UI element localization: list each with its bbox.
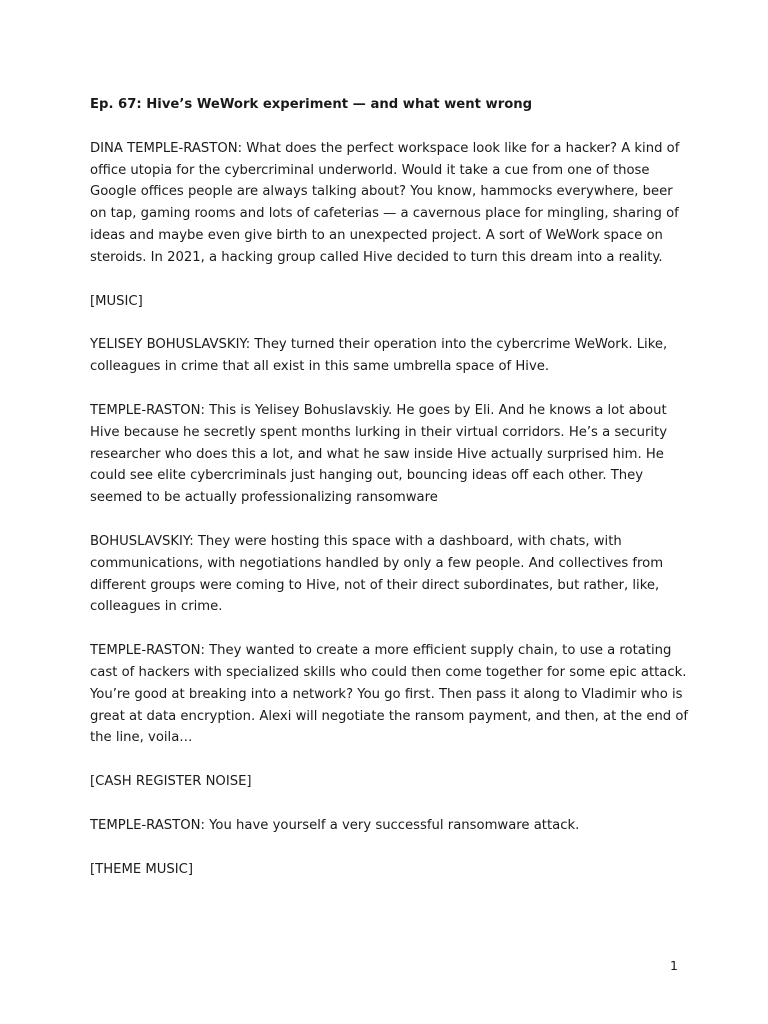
music-cue: [MUSIC] [90,293,143,309]
transcript-paragraph: TEMPLE-RASTON: They wanted to create a more efficient supply chain, to use a rotating cast of hackers with specialized skills who could then come together for some epic attack. You’re good at breaking into a network? You go first. Then pass it along to Vladimir who is great at data encryption. Alexi will negotiate the ransom payment, and then, at the end of the line, voila… [90,643,689,746]
document-page [90,94,690,903]
sound-cue: [CASH REGISTER NOISE] [90,774,252,790]
transcript-paragraph: DINA TEMPLE-RASTON: What does the perfect workspace look like for a hacker? A kind of office utopia for the cybercriminal underworld. Would it take a cue from one of those Google offices people are always talking about? You know, hammocks everywhere, beer on tap, gaming rooms and lots of cafeterias — a cavernous place for mingling, sharing of ideas and maybe even give birth to an unexpected project. A sort of WeWork space on steroids. In 2021, a hacking group called Hive decided to turn this dream into a reality. [90,140,680,265]
transcript-paragraph: YELISEY BOHUSLAVSKIY: They turned their operation into the cybercrime WeWork. Like, colleagues in crime that all exist in this same umbrella space of Hive. [90,337,668,375]
transcript-paragraph: BOHUSLAVSKIY: They were hosting this space with a dashboard, with chats, with communications, with negotiations handled by only a few people. And collectives from different groups were coming to Hive, not of their direct subordinates, but rather, like, colleagues in crime. [90,533,664,615]
page-number: 1 [670,958,678,973]
transcript-paragraph: TEMPLE-RASTON: You have yourself a very successful ransomware attack. [90,817,580,833]
theme-music-cue: [THEME MUSIC] [90,861,193,877]
episode-title: Ep. 67: Hive’s WeWork experiment — and what went wrong [90,97,533,112]
transcript-paragraph: TEMPLE-RASTON: This is Yelisey Bohuslavskiy. He goes by Eli. And he knows a lot about Hive because he secretly spent months lurking in their virtual corridors. He’s a security researcher who does this a lot, and what he saw inside Hive actually surprised him. He could see elite cybercriminals just hanging out, bouncing ideas off each other. They seemed to be actually professionalizing ransomware [90,402,668,506]
